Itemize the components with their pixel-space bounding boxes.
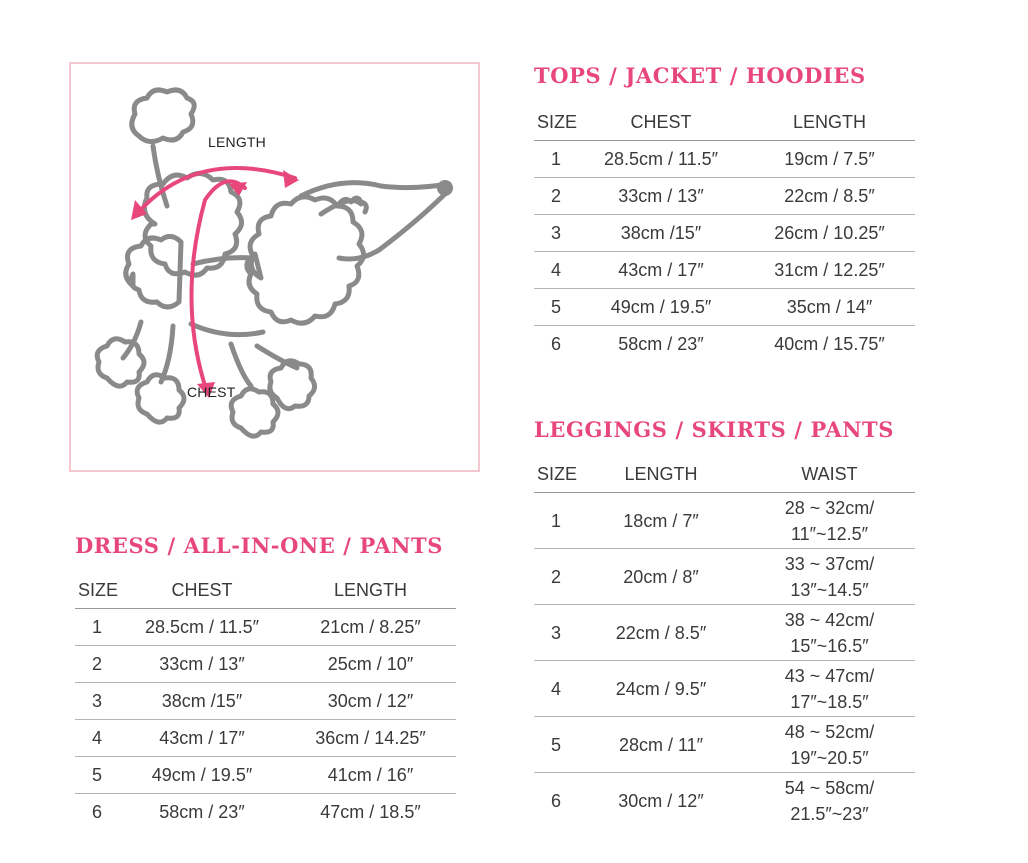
size-cell: 2 — [534, 178, 578, 215]
chest-cell: 49cm / 19.5″ — [578, 289, 744, 326]
size-cell: 6 — [550, 790, 561, 811]
size-cell: 3 — [75, 683, 119, 720]
chest-cell: 28.5cm / 11.5″ — [119, 609, 285, 646]
size-cell: 6 — [91, 802, 102, 823]
waist-cm: 28 ~ 32cm/ — [784, 497, 875, 518]
waist-cm: 43 ~ 47cm/ — [784, 665, 875, 686]
chest-cell: 33cm / 13″ — [578, 178, 744, 215]
chest-cell: 33cm / 13″ — [119, 646, 285, 683]
table-row — [75, 609, 456, 646]
length-cell: 18cm / 7″ — [578, 493, 744, 549]
chest-cell: 38cm /15″ — [578, 215, 744, 252]
tops-title: TOPS / JACKET / HOODIES — [534, 63, 866, 88]
waist-in: 11″~12.5″ — [791, 523, 868, 544]
table-row — [534, 252, 915, 289]
leggings-size-table — [534, 456, 915, 829]
table-row — [75, 757, 456, 794]
table-row — [534, 605, 915, 661]
waist-in: 21.5″~23″ — [790, 803, 869, 824]
length-cell: 21cm / 8.25″ — [285, 609, 456, 646]
table-header-row — [534, 456, 915, 493]
table-row — [534, 289, 915, 326]
nose-dot — [437, 180, 453, 196]
waist-in: 17″~18.5″ — [790, 691, 869, 712]
size-cell: 6 — [550, 334, 561, 355]
table-row — [534, 717, 915, 773]
size-cell: 4 — [534, 661, 578, 717]
table-row — [534, 215, 915, 252]
length-cell: 25cm / 10″ — [285, 646, 456, 683]
size-cell: 4 — [75, 720, 119, 757]
table-row — [534, 141, 915, 178]
table-row — [534, 661, 915, 717]
size-cell: 2 — [534, 549, 578, 605]
table-row — [534, 773, 915, 829]
table-row — [534, 326, 915, 363]
chest-cell: 49cm / 19.5″ — [119, 757, 285, 794]
chest-cell: 28.5cm / 11.5″ — [578, 141, 744, 178]
poodle-illustration — [71, 64, 478, 470]
header-waist: WAIST — [744, 456, 915, 493]
chest-cell: 58cm / 23″ — [159, 802, 245, 823]
size-cell: 2 — [75, 646, 119, 683]
length-cell: 36cm / 14.25″ — [285, 720, 456, 757]
header-chest: CHEST — [578, 104, 744, 141]
length-cell: 26cm / 10.25″ — [744, 215, 915, 252]
waist-cell — [744, 717, 915, 773]
size-cell: 3 — [534, 605, 578, 661]
waist-cell — [744, 605, 915, 661]
header-chest: CHEST — [119, 572, 285, 609]
waist-cell — [744, 493, 915, 549]
length-cell: 35cm / 14″ — [744, 289, 915, 326]
waist-in: 19″~20.5″ — [790, 747, 869, 768]
header-length: LENGTH — [578, 456, 744, 493]
length-cell: 24cm / 9.5″ — [578, 661, 744, 717]
size-cell: 5 — [75, 757, 119, 794]
length-cell: 30cm / 12″ — [285, 683, 456, 720]
size-cell: 5 — [534, 717, 578, 773]
length-cell: 47cm / 18.5″ — [320, 802, 421, 823]
header-length: LENGTH — [285, 572, 456, 609]
header-size: SIZE — [534, 104, 578, 141]
waist-cell — [744, 773, 915, 829]
waist-cm: 33 ~ 37cm/ — [784, 553, 875, 574]
waist-in: 13″~14.5″ — [790, 579, 869, 600]
length-cell: 31cm / 12.25″ — [744, 252, 915, 289]
size-cell: 1 — [534, 141, 578, 178]
length-cell: 28cm / 11″ — [578, 717, 744, 773]
length-cell: 30cm / 12″ — [618, 790, 704, 811]
table-row — [534, 493, 915, 549]
waist-cell — [744, 661, 915, 717]
waist-cm: 54 ~ 58cm/ — [784, 777, 875, 798]
table-row — [75, 646, 456, 683]
size-cell: 1 — [534, 493, 578, 549]
table-row — [75, 683, 456, 720]
table-row — [534, 549, 915, 605]
waist-cell — [744, 549, 915, 605]
header-length: LENGTH — [744, 104, 915, 141]
chest-label: CHEST — [187, 384, 236, 400]
size-cell: 4 — [534, 252, 578, 289]
length-cell: 22cm / 8.5″ — [578, 605, 744, 661]
chest-cell: 38cm /15″ — [119, 683, 285, 720]
dress-title: DRESS / ALL-IN-ONE / PANTS — [75, 533, 444, 558]
chest-cell: 43cm / 17″ — [119, 720, 285, 757]
dress-size-table — [75, 572, 456, 831]
chest-cell: 43cm / 17″ — [578, 252, 744, 289]
length-cell: 40cm / 15.75″ — [774, 334, 885, 355]
length-cell: 41cm / 16″ — [285, 757, 456, 794]
header-size: SIZE — [75, 572, 119, 609]
chest-cell: 58cm / 23″ — [618, 334, 704, 355]
measurement-diagram — [69, 62, 480, 472]
table-row — [75, 794, 456, 831]
size-cell: 5 — [534, 289, 578, 326]
length-label: LENGTH — [208, 134, 266, 150]
table-row — [75, 720, 456, 757]
table-row — [534, 178, 915, 215]
waist-in: 15″~16.5″ — [790, 635, 869, 656]
length-cell: 19cm / 7.5″ — [744, 141, 915, 178]
waist-cm: 48 ~ 52cm/ — [784, 721, 875, 742]
length-cell: 22cm / 8.5″ — [744, 178, 915, 215]
size-cell: 1 — [75, 609, 119, 646]
table-header-row — [75, 572, 456, 609]
size-cell: 3 — [534, 215, 578, 252]
length-cell: 20cm / 8″ — [578, 549, 744, 605]
table-header-row — [534, 104, 915, 141]
leggings-title: LEGGINGS / SKIRTS / PANTS — [534, 417, 895, 442]
tops-size-table — [534, 104, 915, 363]
waist-cm: 38 ~ 42cm/ — [784, 609, 875, 630]
header-size: SIZE — [534, 456, 578, 493]
